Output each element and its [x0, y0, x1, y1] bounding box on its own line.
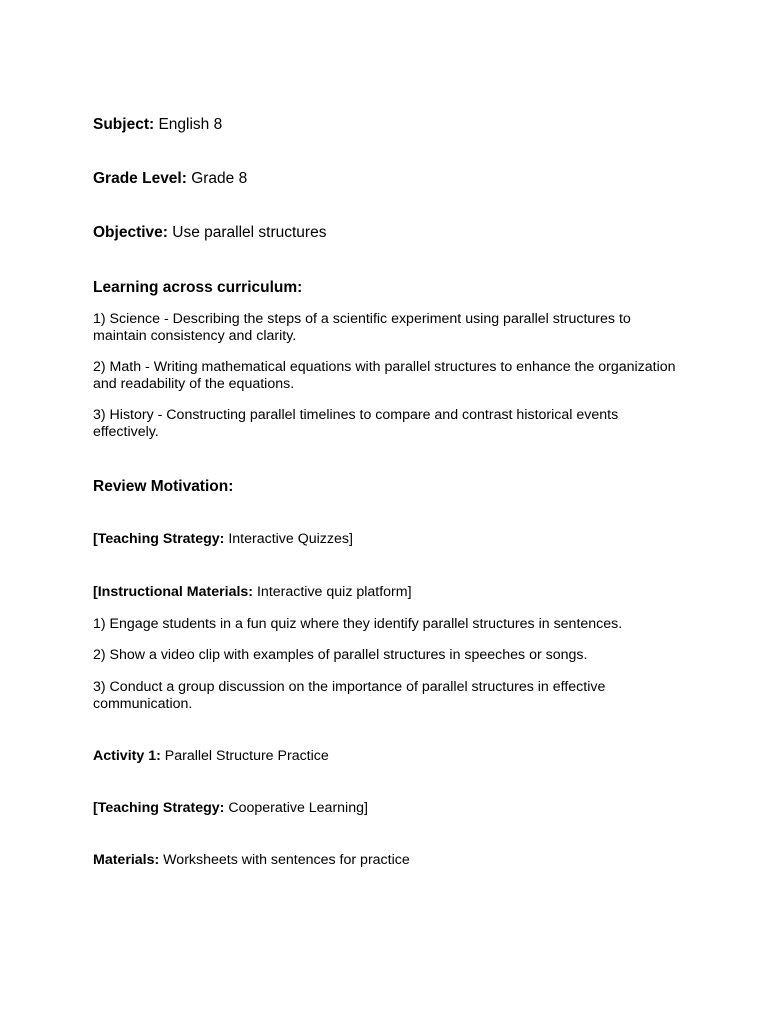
review-teaching-strategy-label: [Teaching Strategy: — [93, 531, 225, 547]
activity-teaching-strategy-label: [Teaching Strategy: — [93, 800, 225, 816]
instructional-materials-label: [Instructional Materials: — [93, 584, 254, 600]
curriculum-item-history: 3) History - Constructing parallel timelines to compare and contrast historical events effectively. — [93, 407, 619, 440]
subject-line — [93, 116, 683, 134]
review-item-discussion: 3) Conduct a group discussion on the importance of parallel structures in effective communication. — [93, 679, 606, 712]
instructional-materials-line — [93, 584, 683, 601]
grade-level-line — [93, 170, 683, 188]
objective-line — [93, 224, 683, 242]
activity-1-value: Parallel Structure Practice — [160, 748, 329, 764]
objective-label: Objective: — [93, 224, 168, 241]
activity-teaching-strategy-line — [93, 800, 683, 817]
activity-1-line — [93, 748, 683, 765]
review-teaching-strategy-value: Interactive Quizzes] — [224, 531, 353, 547]
materials-label: Materials: — [93, 852, 160, 868]
curriculum-item-science: 1) Science - Describing the steps of a scientific experiment using parallel structures to maintain consistency and clarity. — [93, 311, 631, 344]
grade-level-value: Grade 8 — [191, 170, 248, 187]
materials-line — [93, 852, 683, 869]
learning-across-curriculum-heading: Learning across curriculum: — [93, 279, 303, 296]
activity-teaching-strategy-value: Cooperative Learning] — [224, 800, 368, 816]
curriculum-item-math: 2) Math - Writing mathematical equations with parallel structures to enhance the organization and readability of the equations. — [93, 359, 676, 392]
subject-label: Subject: — [93, 116, 155, 133]
materials-value: Worksheets with sentences for practice — [159, 852, 410, 868]
review-teaching-strategy-line — [93, 531, 683, 548]
review-item-video: 2) Show a video clip with examples of parallel structures in speeches or songs. — [93, 647, 588, 663]
instructional-materials-value: Interactive quiz platform] — [253, 584, 412, 600]
subject-value: English 8 — [158, 116, 223, 133]
review-item-quiz: 1) Engage students in a fun quiz where they identify parallel structures in sentences. — [93, 616, 623, 632]
grade-level-label: Grade Level: — [93, 170, 187, 187]
objective-value: Use parallel structures — [172, 224, 327, 241]
activity-1-label: Activity 1: — [93, 748, 161, 764]
review-motivation-heading: Review Motivation: — [93, 478, 234, 495]
